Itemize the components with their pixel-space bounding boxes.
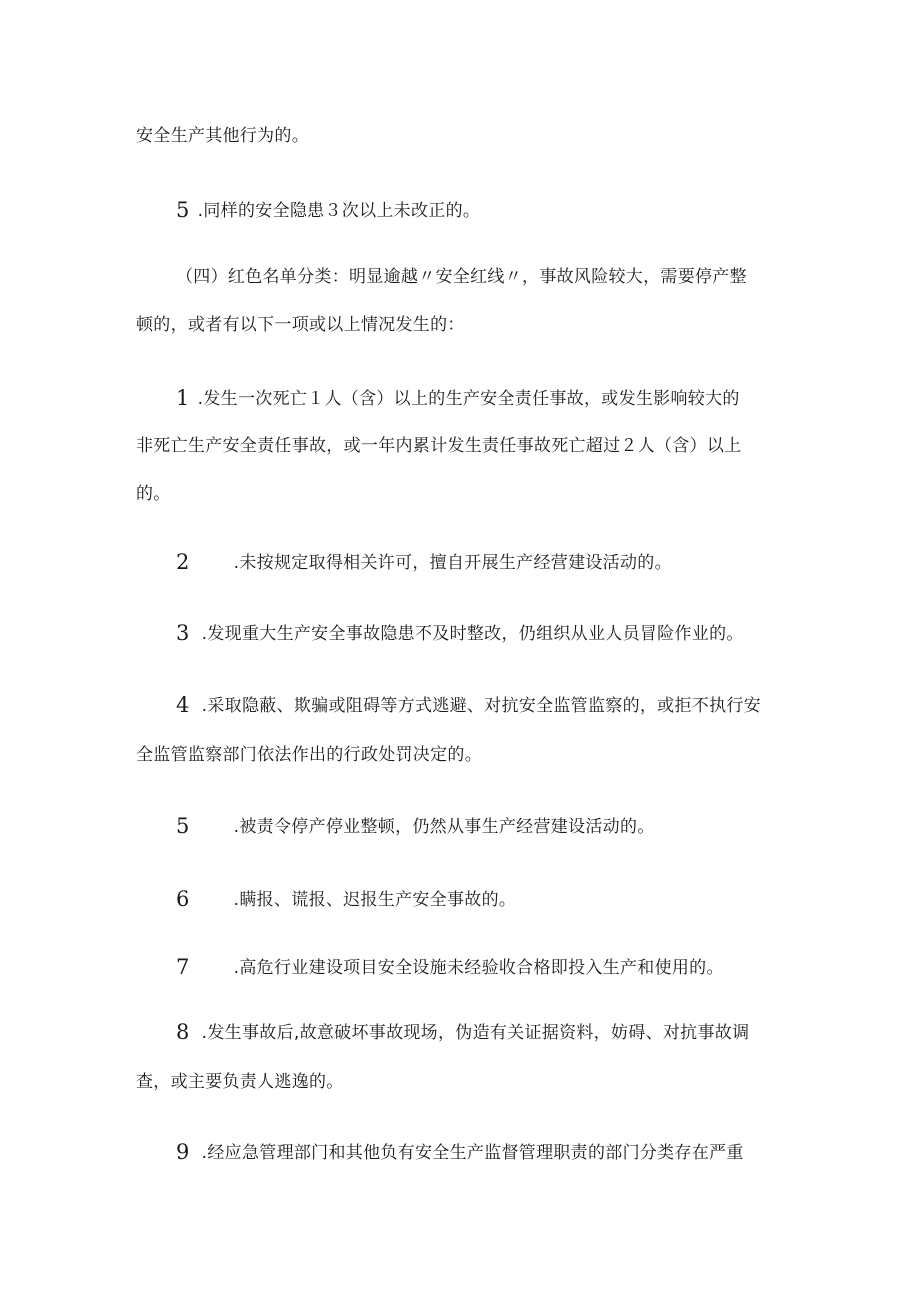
list-item: [176, 693, 792, 718]
item-text: .瞒报、谎报、迟报生产安全事故的。: [233, 890, 517, 910]
list-item: [176, 814, 792, 839]
paragraph-line: [136, 482, 792, 506]
line-text: 安全生产其他行为的。: [136, 126, 309, 146]
line-text: 非死亡生产安全责任事故，或一年内累计发生责任事故死亡超过２人（含）以上: [136, 436, 742, 456]
line-text: 查，或主要负责人逃逸的。: [136, 1072, 344, 1092]
paragraph-line: [136, 1070, 792, 1094]
item-text: .经应急管理部门和其他负有安全生产监督管理职责的部门分类存在严重: [201, 1143, 744, 1163]
heading-text: （四）红色名单分类：明显逾越〃安全红线〃，事故风险较大，需要停产整: [176, 267, 747, 287]
list-item: [176, 1020, 792, 1045]
section-heading: [176, 265, 792, 289]
item-number: 5: [176, 198, 190, 222]
item-number: 8: [176, 1020, 190, 1044]
item-number: 6: [176, 887, 190, 911]
item-number: 5: [176, 814, 190, 838]
item-text: .未按规定取得相关许可，擅自开展生产经营建设活动的。: [233, 553, 672, 573]
list-item: [176, 887, 792, 912]
paragraph-line: [136, 743, 792, 767]
paragraph-line: [136, 313, 792, 337]
line-text: 的。: [136, 484, 171, 504]
item-text: .发现重大生产安全事故隐患不及时整改，仍组织从业人员冒险作业的。: [201, 624, 744, 644]
item-text: .发生一次死亡１人（含）以上的生产安全责任事故，或发生影响较大的: [197, 389, 740, 409]
list-item: [176, 198, 792, 223]
paragraph-line: [136, 124, 792, 148]
item-text: .同样的安全隐患３次以上未改正的。: [197, 201, 481, 221]
list-item: [176, 1140, 792, 1165]
list-item: [176, 550, 792, 575]
item-text: .被责令停产停业整顿，仍然从事生产经营建设活动的。: [233, 817, 655, 837]
item-number: 7: [176, 955, 190, 979]
line-text: 全监管监察部门依法作出的行政处罚决定的。: [136, 745, 482, 765]
item-number: 3: [176, 621, 190, 645]
item-text: .高危行业建设项目安全设施未经验收合格即投入生产和使用的。: [233, 958, 724, 978]
item-number: 4: [176, 693, 190, 717]
paragraph-line: [136, 434, 792, 458]
item-text: .采取隐蔽、欺骗或阻碍等方式逃避、对抗安全监管监察的，或拒不执行安: [201, 696, 761, 716]
item-number: 9: [176, 1140, 190, 1164]
list-item: [176, 621, 792, 646]
list-item: [176, 386, 792, 411]
line-text: 顿的，或者有以下一项或以上情况发生的：: [136, 315, 465, 335]
item-text: .发生事故后,故意破坏事故现场，伪造有关证据资料，妨碍、对抗事故调: [201, 1023, 750, 1043]
item-number: 2: [176, 550, 190, 574]
list-item: [176, 955, 792, 980]
item-number: 1: [176, 386, 190, 410]
